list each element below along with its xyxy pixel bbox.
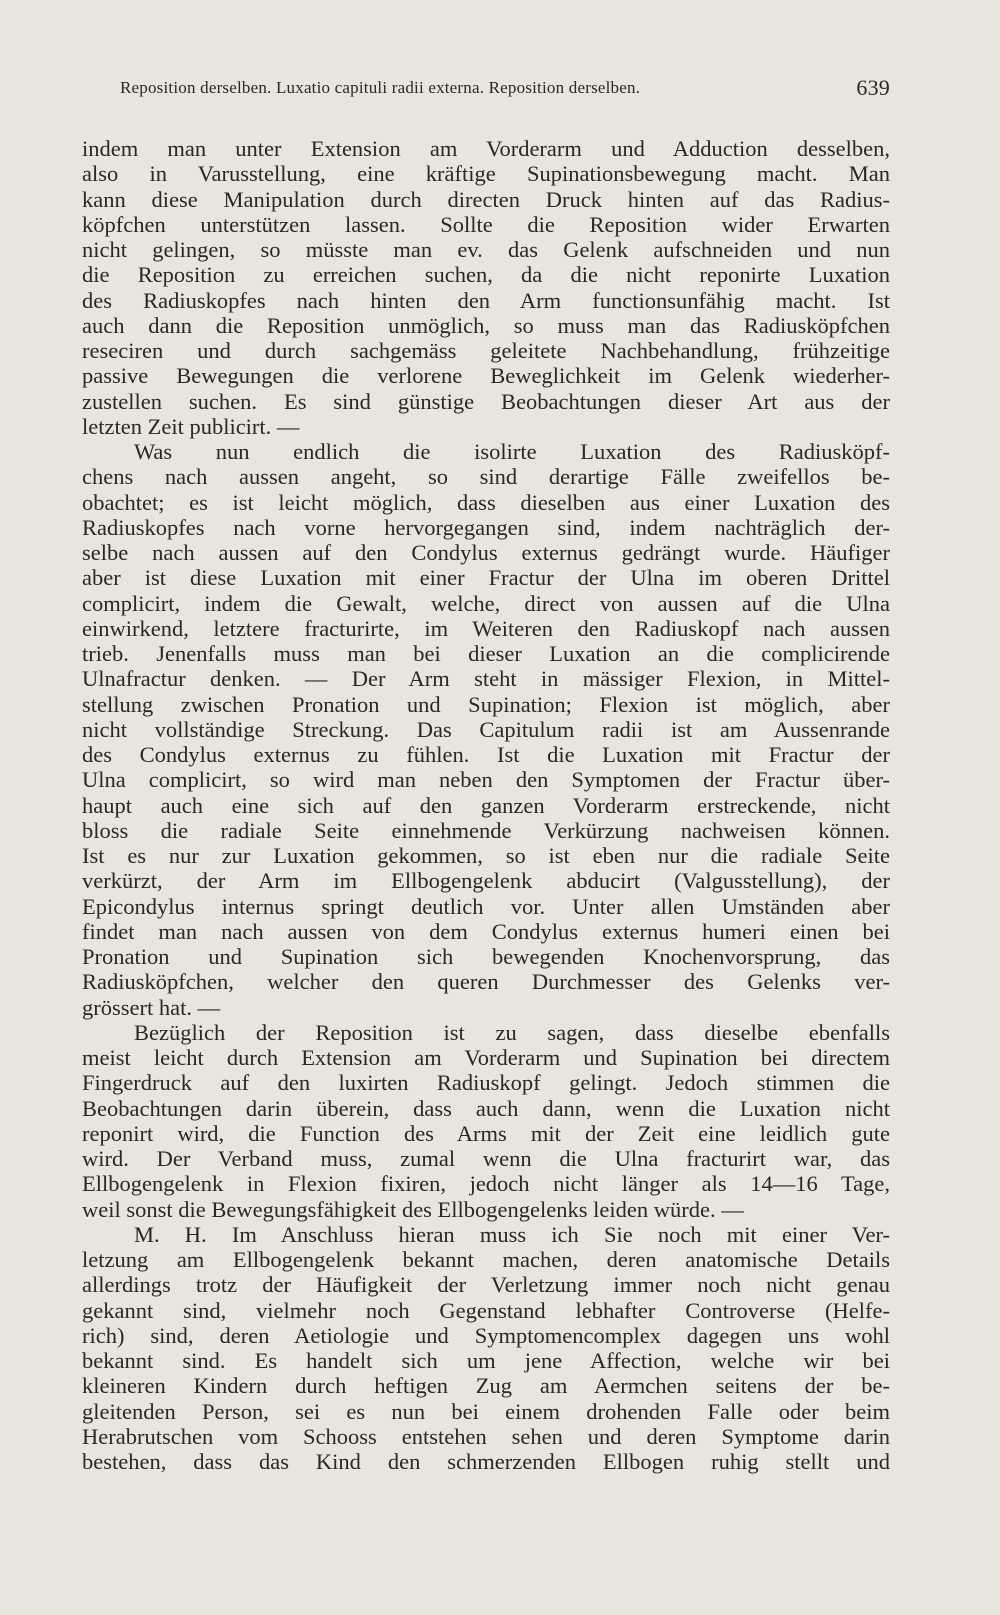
text-line: Ulna complicirt, so wird man neben den Symptomen der Fractur über-: [82, 767, 890, 793]
text-line: stellung zwischen Pronation und Supination; Flexion ist möglich, aber: [82, 691, 890, 717]
text-line: passive Bewegungen die verlorene Beweglichkeit im Gelenk wiederher-: [82, 363, 890, 389]
text-line: selbe nach aussen auf den Condylus externus gedrängt wurde. Häufiger: [82, 540, 890, 565]
text-line: Bezüglich der Reposition ist zu sagen, dass dieselbe ebenfalls: [134, 1019, 890, 1045]
text-line: grössert hat. —: [82, 994, 221, 1020]
running-head-title: Reposition derselben. Luxatio capituli radii externa. Reposition derselben.: [120, 78, 641, 97]
text-line: Epicondylus internus springt deutlich vor. Unter allen Umständen aber: [82, 893, 890, 919]
text-line: zustellen suchen. Es sind günstige Beobachtungen dieser Art aus der: [82, 388, 890, 414]
text-line: trieb. Jenenfalls muss man bei dieser Luxation an die complicirende: [82, 641, 890, 666]
text-line: Radiuskopfes nach vorne hervorgegangen sind, indem nachträglich der-: [82, 514, 890, 540]
text-line: Ulnafractur denken. — Der Arm steht in mässiger Flexion, in Mittel-: [82, 666, 890, 692]
text-line: bestehen, dass das Kind den schmerzenden Ellbogen ruhig stellt und: [82, 1449, 890, 1474]
text-line: allerdings trotz der Häufigkeit der Verletzung immer noch nicht genau: [82, 1272, 890, 1298]
text-line: wird. Der Verband muss, zumal wenn die Ulna fracturirt war, das: [82, 1146, 890, 1171]
text-line: also in Varusstellung, eine kräftige Supinationsbewegung macht. Man: [82, 161, 890, 187]
text-line: meist leicht durch Extension am Vorderarm und Supination bei directem: [82, 1045, 890, 1070]
text-line: Ist es nur zur Luxation gekommen, so ist eben nur die radiale Seite: [82, 843, 890, 868]
text-line: gleitenden Person, sei es nun bei einem drohenden Falle oder beim: [82, 1398, 890, 1424]
text-line: weil sonst die Bewegungsfähigkeit des Ellbogengelenks leiden würde. —: [82, 1196, 744, 1222]
text-line: bloss die radiale Seite einnehmende Verkürzung nachweisen können.: [82, 817, 890, 843]
text-line: haupt auch eine sich auf den ganzen Vorderarm erstreckende, nicht: [82, 792, 890, 818]
text-line: aber ist diese Luxation mit einer Fractur der Ulna im oberen Drittel: [82, 565, 890, 591]
text-line: kann diese Manipulation durch directen Druck hinten auf das Radius-: [82, 186, 890, 212]
text-line: obachtet; es ist leicht möglich, dass dieselben aus einer Luxation des: [82, 489, 890, 515]
text-line: findet man nach aussen von dem Condylus externus humeri einen bei: [82, 918, 890, 944]
text-line: indem man unter Extension am Vorderarm und Adduction desselben,: [82, 136, 890, 161]
text-line: Fingerdruck auf den luxirten Radiuskopf gelingt. Jedoch stimmen die: [82, 1070, 890, 1096]
text-line: Radiusköpfchen, welcher den queren Durchmesser des Gelenks ver-: [82, 969, 890, 995]
text-line: des Condylus externus zu fühlen. Ist die Luxation mit Fractur der: [82, 742, 890, 767]
text-line: bekannt sind. Es handelt sich um jene Affection, welche wir bei: [82, 1348, 890, 1373]
text-line: nicht gelingen, so müsste man ev. das Gelenk aufschneiden und nun: [82, 237, 890, 262]
text-line: köpfchen unterstützen lassen. Sollte die Reposition wider Erwarten: [82, 211, 890, 237]
text-line: Ellbogengelenk in Flexion fixiren, jedoch nicht länger als 14—16 Tage,: [82, 1171, 890, 1197]
text-line: gekannt sind, vielmehr noch Gegenstand lebhafter Controverse (Helfe-: [82, 1297, 890, 1323]
text-line: letzten Zeit publicirt. —: [82, 413, 300, 439]
text-line: letzung am Ellbogengelenk bekannt machen, deren anatomische Details: [82, 1247, 890, 1272]
text-line: rich) sind, deren Aetiologie und Symptomencomplex dagegen uns wohl: [82, 1322, 890, 1348]
text-line: des Radiuskopfes nach hinten den Arm functionsunfähig macht. Ist: [82, 287, 890, 313]
text-line: Beobachtungen darin überein, dass auch dann, wenn die Luxation nicht: [82, 1095, 890, 1121]
text-line: reponirt wird, die Function des Arms mit der Zeit eine leidlich gute: [82, 1120, 890, 1146]
text-line: complicirt, indem die Gewalt, welche, direct von aussen auf die Ulna: [82, 590, 890, 616]
text-line: M. H. Im Anschluss hieran muss ich Sie noch mit einer Ver-: [134, 1221, 890, 1247]
text-line: Was nun endlich die isolirte Luxation des Radiusköpf-: [134, 439, 890, 464]
text-line: Herabrutschen vom Schooss entstehen sehen und deren Symptome darin: [82, 1423, 890, 1449]
text-line: auch dann die Reposition unmöglich, so muss man das Radiusköpfchen: [82, 312, 890, 338]
text-line: nicht vollständige Streckung. Das Capitulum radii ist am Aussenrande: [82, 716, 890, 742]
text-line: chens nach aussen angeht, so sind derartige Fälle zweifellos be-: [82, 464, 890, 490]
page-number: 639: [856, 75, 890, 100]
text-line: die Reposition zu erreichen suchen, da die nicht reponirte Luxation: [82, 262, 890, 288]
text-line: Pronation und Supination sich bewegenden Knochenvorsprung, das: [82, 944, 890, 969]
text-line: kleineren Kindern durch heftigen Zug am Aermchen seitens der be-: [82, 1373, 890, 1399]
text-line: verkürzt, der Arm im Ellbogengelenk abducirt (Valgusstellung), der: [82, 868, 890, 894]
running-head: [120, 75, 890, 106]
text-line: einwirkend, letztere fracturirte, im Weiteren den Radiuskopf nach aussen: [82, 615, 890, 641]
body-text: [82, 136, 890, 1474]
text-line: reseciren und durch sachgemäss geleitete Nachbehandlung, frühzeitige: [82, 338, 890, 363]
